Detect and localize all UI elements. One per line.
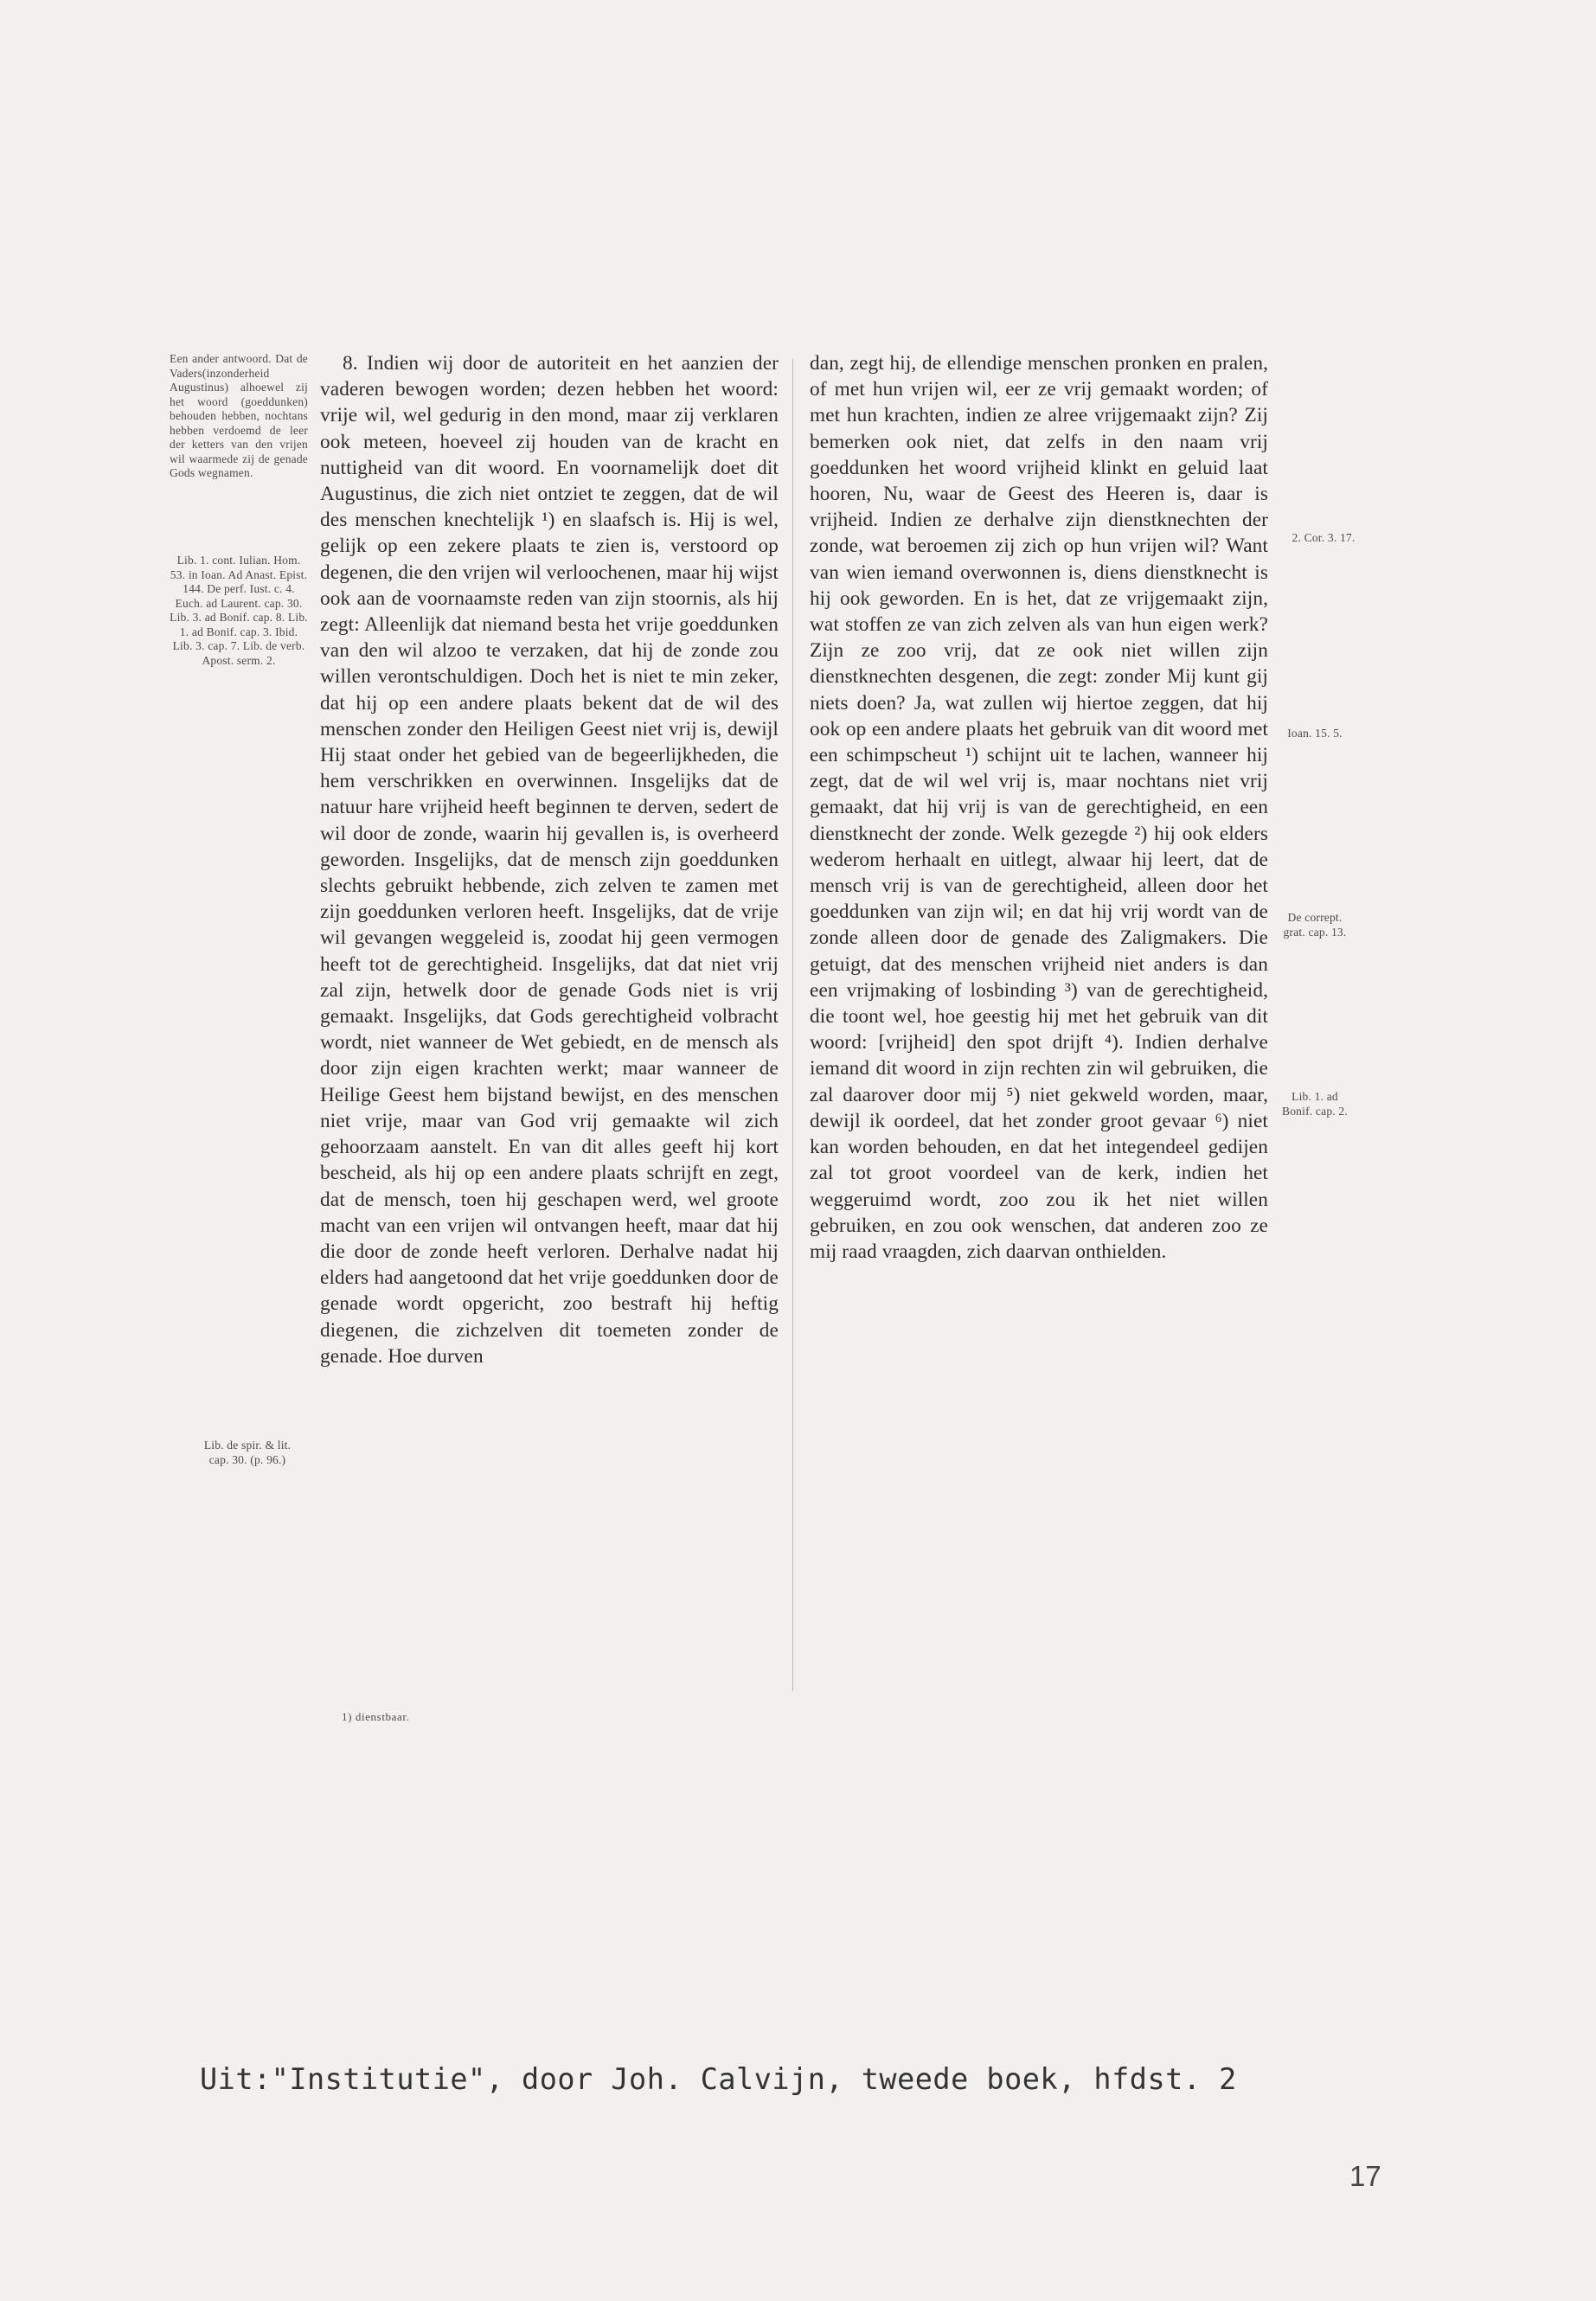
source-caption: Uit:"Institutie", door Joh. Calvijn, tweede boek, hfdst. 2 bbox=[200, 2062, 1237, 2096]
margin-note-left-bottom: Lib. de spir. & lit. cap. 30. (p. 96.) bbox=[203, 1439, 292, 1466]
margin-note-right-2: Ioan. 15. 5. bbox=[1287, 727, 1343, 740]
paragraph-8: 8. Indien wij door de autoriteit en het aanzien der vaderen bewogen worden; dezen hebben het woord: vrije wil, wel gedurig in den mond, maar zij verklaren ook meteen, hoeveel zij houden van de kracht en nuttigheid van dit woord. En voornamelijk doet dit Augustinus, die zich niet ontziet te zeggen, dat de wil des menschen knechtelijk ¹) en slaafsch is. Hij is wel, gelijk op een zekere plaats te zien is, verstoord op degenen, die den vrijen wil verloochenen, maar hij wijst ook aan de voornaamste reden van zijn stoornis, als hij zegt: Alleenlijk dat niemand besta het vrije goeddunken van den wil alzoo te verzaken, dat hij de zonde zou willen verontschuldigen. Doch het is niet te min zeker, dat hij op een andere plaats bekent dat de wil des menschen zonder den Heiligen Geest niet vrij is, dewijl Hij staat onder het gebied van de begeerlijkheden, die hem verschrikken en overwinnen. Insgelijks dat de natuur hare vrijheid heeft beginnen te derven, sedert de wil door de zonde, waarin hij gevallen is, is overheerd geworden. Insgelijks, dat de mensch zijn goeddunken slechts gebruikt hebbende, zich zelven te zamen met zijn goeddunken verloren heeft. Insgelijks, dat de vrije wil gevangen weggeleid is, zoodat hij geen vermogen heeft tot de gerechtigheid. Insgelijks, dat dat niet vrij zal zijn, hetwelk door de genade Gods niet is vrij gemaakt. Insgelijks, dat Gods gerechtigheid volbracht wordt, niet wanneer de Wet gebiedt, en de mensch als door zijn eigen krachten werkt; maar wanneer de Heilige Geest hem bijstand bewijst, en des menschen niet vrije, maar van God vrij gemaakte wil zich gehoorzaam aanstelt. En van dit alles geeft hij kort bescheid, als hij op een andere plaats schrijft en zegt, dat de mensch, toen hij geschapen werd, wel groote macht van een vrijen wil ontvangen heeft, maar dat hij die door de zonde heeft verloren. Derhalve nadat hij elders had aangetoond dat het vrije goeddunken door de genade wordt opgericht, zoo bestraft hij heftig diegenen, die zichzelven dit toemeten zonder de genade. Hoe durven bbox=[320, 352, 779, 1368]
margin-note-left-top: Een ander antwoord. Dat de Vaders(inzonderheid Augustinus) alhoewel zij het woord (goeddunken) behouden hebben, nochtans hebben verdoemd de leer der ketters van den vrijen wil waarmede zij de genade Gods wegnamen. bbox=[170, 352, 308, 479]
margin-note-left-refs: Lib. 1. cont. Iulian. Hom. 53. in Ioan. Ad Anast. Epist. 144. De perf. Iust. c. 4. Euch. ad Laurent. cap. 30. Lib. 3. ad Bonif. cap. 8. Lib. 1. ad Bonif. cap. 3. Ibid. Lib. 3. cap. 7. Lib. de verb. Apost. serm. 2. bbox=[170, 554, 308, 667]
text-column-left bbox=[320, 350, 779, 1369]
margin-note-right-3: De corrept. grat. cap. 13. bbox=[1283, 911, 1347, 939]
page-number: 17 bbox=[1349, 2160, 1381, 2192]
footnote: 1) dienstbaar. bbox=[342, 1710, 410, 1723]
margin-note-right-4: Lib. 1. ad Bonif. cap. 2. bbox=[1282, 1090, 1348, 1118]
paragraph-continuation: dan, zegt hij, de ellendige menschen pronken en pralen, of met hun vrijen wil, eer ze vrij gemaakt worden; of met hun krachten, indien ze alree vrijgemaakt zijn? Zij bemerken ook niet, dat zelfs in den naam vrij goeddunken het woord vrijheid klinkt en geluid laat hooren, Nu, waar de Geest des Heeren is, daar is vrijheid. Indien ze derhalve zijn dienstknechten der zonde, wat beroemen zij zich op hun vrijen wil? Want van wien iemand overwonnen is, diens dienstknecht is hij ook geworden. En is het, dat ze vrijgemaakt zijn, wat stoffen ze van zich zelven als van hun eigen werk? Zijn ze zoo vrij, dat ze ook niet willen zijn dienstknechten desgenen, die zegt: zonder Mij kunt gij niets doen? Ja, wat zullen wij hiertoe zeggen, dat hij ook op een andere plaats het gebruik van dit woord met een schimpscheut ¹) schijnt uit te lachen, wanneer hij zegt, dat de wil wel vrij is, maar nochtans niet vrij gemaakt, dat hij vrij is van de gerechtigheid, en een dienstknecht der zonde. Welk gezegde ²) hij ook elders wederom herhaalt en uitlegt, alwaar hij leert, dat de mensch vrij is van de gerechtigheid, alleen door het goeddunken van zijn wil; en dat hij vrij wordt van de zonde alleen door de genade des Zaligmakers. Die getuigt, dat des menschen vrijheid niet anders is dan een vrijmaking of losbinding ³) van de gerechtigheid, die toont wel, hoe geestig hij met het gebruik van dit woord: [vrijheid] den spot drijft ⁴). Indien derhalve iemand dit woord in zijn rechten zin wil gebruiken, die zal daarover door mij ⁵) niet gekweld worden, maar, dewijl ik oordeel, dat het zonder groot gevaar ⁶) niet kan worden behouden, en dat het integendeel gedijen zal tot groot voordeel van de kerk, indien het weggeruimd wordt, zoo zou ik het niet willen gebruiken, en zou ook wenschen, dat anderen zoo ze mij raad vraagden, zich daarvan onthielden. bbox=[810, 352, 1268, 1263]
column-divider bbox=[792, 359, 793, 1691]
margin-note-right-1: 2. Cor. 3. 17. bbox=[1292, 531, 1356, 544]
text-column-right bbox=[810, 350, 1268, 1265]
